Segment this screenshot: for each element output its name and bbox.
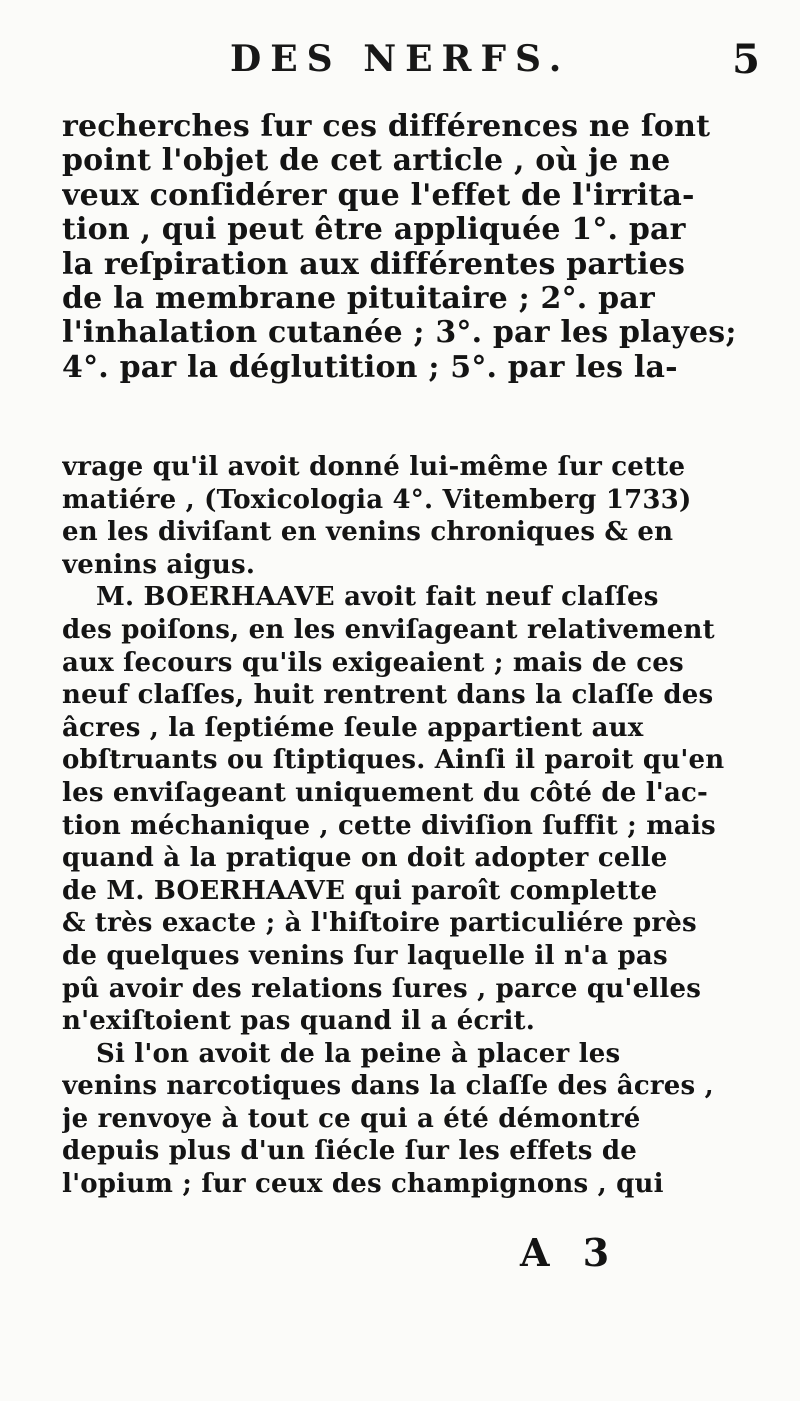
text-line: recherches ſur ces différences ne ſont <box>62 110 711 144</box>
text-line: obſtruants ou ſtiptiques. Ainſi il paroit qu'en <box>62 745 725 776</box>
text-line: M. BOERHAAVE avoit fait neuf claſſes <box>96 582 659 613</box>
text-line: matiére , (Toxicologia 4°. Vitemberg 1733) <box>62 484 692 515</box>
text-line: tion , qui peut être appliquée 1°. par <box>62 213 686 248</box>
text-line: depuis plus d'un ſiécle ſur les effets de <box>62 1136 637 1167</box>
text-line: la reſpiration aux différentes parties <box>62 247 686 282</box>
text-line: l'inhalation cutanée ; 3°. par les playes; <box>62 316 737 351</box>
text-line: des poiſons, en les enviſageant relativement <box>62 614 715 645</box>
text-line: venins aigus. <box>62 549 256 580</box>
text-line: 4°. par la déglutition ; 5°. par les la- <box>62 350 678 385</box>
text-line: de quelques venins ſur laquelle il n'a pas <box>62 940 668 971</box>
text-line: les enviſageant uniquement du côté de l'ac- <box>62 777 709 808</box>
text-line: de M. BOERHAAVE qui paroît complette <box>62 875 658 906</box>
text-line: aux ſecours qu'ils exigeaient ; mais de ces <box>62 647 684 678</box>
text-line: n'exiſtoient pas quand il a écrit. <box>62 1006 535 1037</box>
text-line: veux conſidérer que l'effet de l'irrita- <box>62 178 695 213</box>
running-title: DES NERFS. <box>230 38 571 80</box>
text-line: en les diviſant en venins chroniques & en <box>62 517 674 548</box>
text-line: venins narcotiques dans la claſſe des âcres , <box>62 1071 714 1102</box>
text-line: Si l'on avoit de la peine à placer les <box>96 1038 621 1069</box>
text-line: point l'objet de cet article , où je ne <box>62 144 671 179</box>
page-header <box>60 38 760 90</box>
footnote-text-block <box>62 451 758 1201</box>
text-line: pû avoir des relations ſures , parce qu'elles <box>62 973 702 1004</box>
text-line: je renvoye à tout ce qui a été démontré <box>62 1103 641 1134</box>
text-line: vrage qu'il avoit donné lui-même ſur cette <box>62 452 686 482</box>
text-line: neuf claſſes, huit rentrent dans la claſſe des <box>62 680 714 711</box>
main-text-block <box>62 110 758 385</box>
page-number: 5 <box>732 36 760 83</box>
text-line: quand à la pratique on doit adopter celle <box>62 843 668 874</box>
text-line: tion méchanique , cette diviſion ſuffit ; mais <box>62 810 716 841</box>
text-line: & très exacte ; à l'hiſtoire particuliére près <box>62 908 697 939</box>
signature-mark: A 3 <box>520 1230 620 1275</box>
text-line: de la membrane pituitaire ; 2°. par <box>62 282 655 317</box>
text-line: l'opium ; ſur ceux des champignons , qui <box>62 1169 664 1200</box>
text-line: âcres , la ſeptiéme ſeule appartient aux <box>62 712 644 743</box>
